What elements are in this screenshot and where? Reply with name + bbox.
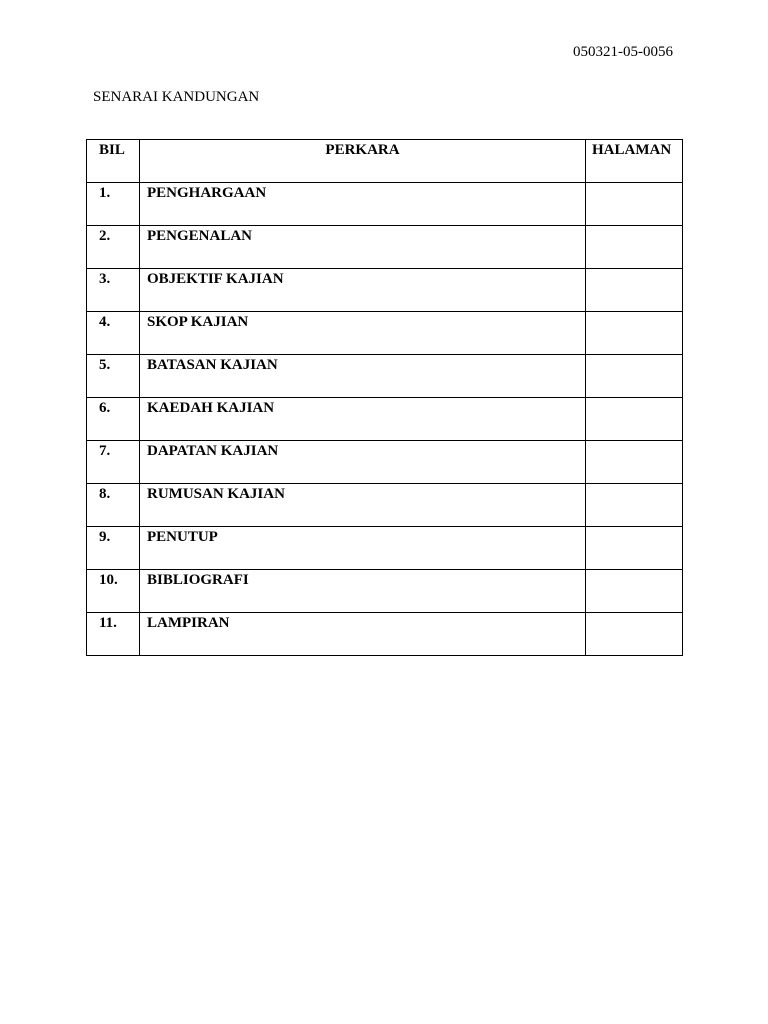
table-row [87,355,683,398]
table-row [87,312,683,355]
page-title: SENARAI KANDUNGAN [93,89,260,105]
row-page [586,269,683,312]
row-page [586,226,683,269]
row-item: PENGHARGAAN [140,183,586,226]
row-item: PENGENALAN [140,226,586,269]
column-header-bil: BIL [87,140,140,183]
row-number: 2. [87,226,140,269]
table-row [87,527,683,570]
row-item: LAMPIRAN [140,613,586,656]
table-body [87,183,683,656]
row-number: 9. [87,527,140,570]
row-number: 7. [87,441,140,484]
row-page [586,527,683,570]
row-number: 1. [87,183,140,226]
row-item: DAPATAN KAJIAN [140,441,586,484]
table-of-contents [86,139,683,656]
row-number: 8. [87,484,140,527]
row-item: RUMUSAN KAJIAN [140,484,586,527]
row-page [586,570,683,613]
table-row [87,269,683,312]
table-row [87,484,683,527]
table-row [87,441,683,484]
table-header-row [87,140,683,183]
row-item: BATASAN KAJIAN [140,355,586,398]
row-number: 6. [87,398,140,441]
table-row [87,570,683,613]
row-page [586,183,683,226]
row-page [586,484,683,527]
row-page [586,441,683,484]
row-page [586,355,683,398]
table-row [87,613,683,656]
row-number: 4. [87,312,140,355]
row-number: 11. [87,613,140,656]
row-page [586,398,683,441]
row-number: 3. [87,269,140,312]
row-page [586,312,683,355]
row-number: 5. [87,355,140,398]
document-id-number: 050321-05-0056 [573,44,673,60]
table-row [87,398,683,441]
table-row [87,183,683,226]
row-item: PENUTUP [140,527,586,570]
row-number: 10. [87,570,140,613]
row-page [586,613,683,656]
column-header-perkara: PERKARA [140,140,586,183]
row-item: SKOP KAJIAN [140,312,586,355]
table-row [87,226,683,269]
row-item: KAEDAH KAJIAN [140,398,586,441]
row-item: BIBLIOGRAFI [140,570,586,613]
row-item: OBJEKTIF KAJIAN [140,269,586,312]
column-header-halaman: HALAMAN [586,140,683,183]
